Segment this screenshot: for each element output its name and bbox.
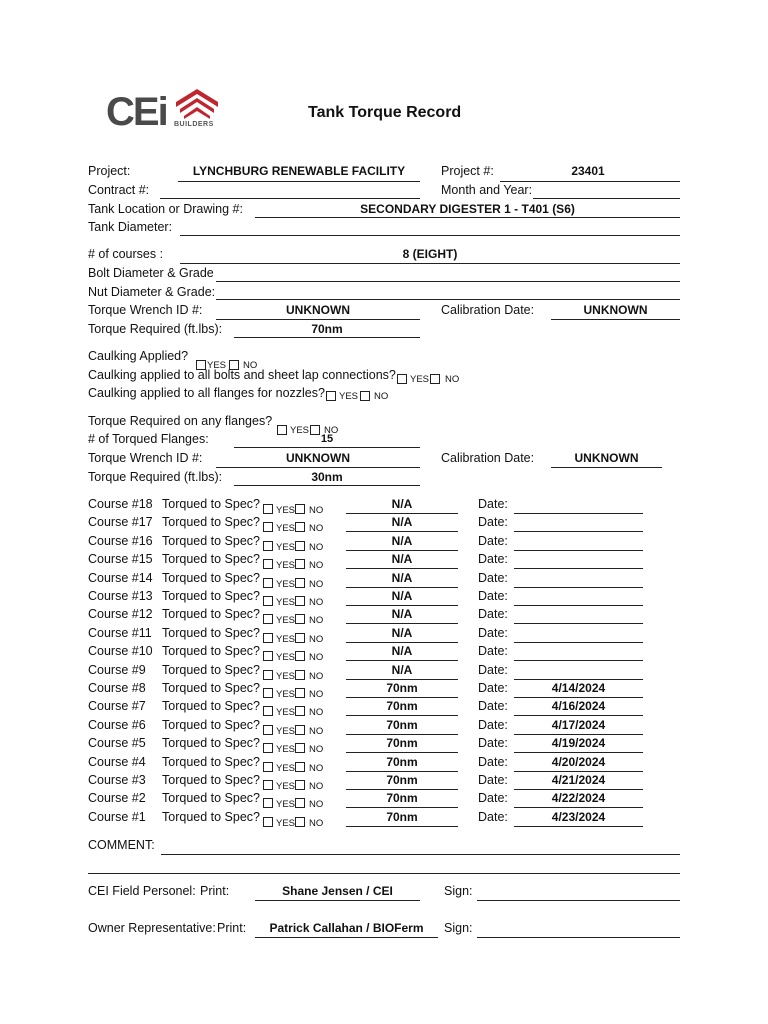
course-spec-question: Torqued to Spec? xyxy=(162,644,260,658)
calibration-line xyxy=(551,319,680,320)
tank-location-value: SECONDARY DIGESTER 1 - T401 (S6) xyxy=(360,202,575,216)
course-date-label: Date: xyxy=(478,791,508,805)
course-torque-line xyxy=(346,752,458,753)
course-no-label: NO xyxy=(309,671,324,682)
course-no-label: NO xyxy=(309,579,324,590)
course-label: Course #10 xyxy=(88,644,153,658)
course-yes-checkbox[interactable] xyxy=(263,780,273,790)
course-label: Course #16 xyxy=(88,534,153,548)
course-yes-label: YES xyxy=(276,781,296,792)
courses-line xyxy=(180,263,680,264)
flange-wrench-label: Torque Wrench ID #: xyxy=(88,451,203,465)
course-spec-question: Torqued to Spec? xyxy=(162,699,260,713)
cei-personnel-label: CEI Field Personel: xyxy=(88,884,196,898)
course-date-label: Date: xyxy=(478,589,508,603)
cei-print-line xyxy=(255,900,420,901)
cei-print-value: Shane Jensen / CEI xyxy=(282,884,393,898)
course-yes-label: YES xyxy=(276,689,296,700)
course-spec-question: Torqued to Spec? xyxy=(162,589,260,603)
course-yes-checkbox[interactable] xyxy=(263,522,273,532)
course-yes-checkbox[interactable] xyxy=(263,817,273,827)
project-number-value: 23401 xyxy=(571,164,605,178)
course-date-value: 4/19/2024 xyxy=(551,736,606,750)
course-torque-line xyxy=(346,660,458,661)
course-no-checkbox[interactable] xyxy=(295,670,305,680)
course-torque-line xyxy=(346,623,458,624)
course-no-label: NO xyxy=(309,726,324,737)
wrench-line xyxy=(216,319,420,320)
course-date-label: Date: xyxy=(478,663,508,677)
torque-required-label: Torque Required (ft.lbs): xyxy=(88,322,223,336)
course-yes-checkbox[interactable] xyxy=(263,706,273,716)
cei-sign-line[interactable] xyxy=(477,900,680,901)
course-torque-line xyxy=(346,789,458,790)
course-label: Course #4 xyxy=(88,755,146,769)
flange-torque-yes-label: YES xyxy=(290,425,310,436)
project-value: LYNCHBURG RENEWABLE FACILITY xyxy=(192,164,406,178)
course-date-value: 4/14/2024 xyxy=(551,681,606,695)
bolt-line xyxy=(216,281,680,282)
page-title: Tank Torque Record xyxy=(308,104,462,121)
course-date-line xyxy=(514,771,643,772)
project-number-label: Project #: xyxy=(441,164,494,178)
caulking-bolts-yes-label: YES xyxy=(410,374,430,385)
course-date-line xyxy=(514,587,643,588)
course-torque-value: 70nm xyxy=(386,773,418,787)
course-date-value: 4/16/2024 xyxy=(551,699,606,713)
course-yes-checkbox[interactable] xyxy=(263,559,273,569)
caulking-bolts-no-label: NO xyxy=(445,374,460,385)
course-date-line xyxy=(514,715,643,716)
course-yes-checkbox[interactable] xyxy=(263,762,273,772)
caulking-nozzles-no-checkbox[interactable] xyxy=(360,391,370,401)
flange-torque-no-label: NO xyxy=(324,425,339,436)
contract-line xyxy=(160,198,420,199)
course-no-checkbox[interactable] xyxy=(295,651,305,661)
flange-torque-required-label: Torque Required (ft.lbs): xyxy=(88,470,223,484)
course-yes-label: YES xyxy=(276,744,296,755)
course-torque-line xyxy=(346,568,458,569)
course-no-checkbox[interactable] xyxy=(295,541,305,551)
caulking-applied-question: Caulking Applied? xyxy=(88,349,189,363)
course-torque-line xyxy=(346,550,458,551)
course-torque-line xyxy=(346,715,458,716)
course-date-line xyxy=(514,660,643,661)
course-date-value: 4/17/2024 xyxy=(551,718,606,732)
course-label: Course #2 xyxy=(88,791,146,805)
course-yes-label: YES xyxy=(276,523,296,534)
course-date-label: Date: xyxy=(478,534,508,548)
flange-calibration-value: UNKNOWN xyxy=(574,451,639,465)
course-torque-line xyxy=(346,679,458,680)
course-spec-question: Torqued to Spec? xyxy=(162,663,260,677)
course-torque-value: 70nm xyxy=(386,755,418,769)
owner-sign-label: Sign: xyxy=(444,921,473,935)
course-yes-checkbox[interactable] xyxy=(263,541,273,551)
caulking-nozzles-yes-label: YES xyxy=(339,391,359,402)
course-spec-question: Torqued to Spec? xyxy=(162,736,260,750)
comment-line-2[interactable] xyxy=(88,873,680,874)
course-label: Course #18 xyxy=(88,497,153,511)
calibration-value: UNKNOWN xyxy=(583,303,648,317)
course-spec-question: Torqued to Spec? xyxy=(162,534,260,548)
wrench-value: UNKNOWN xyxy=(286,303,350,317)
project-line xyxy=(178,181,420,182)
course-yes-label: YES xyxy=(276,505,296,516)
month-year-line xyxy=(533,198,680,199)
course-yes-checkbox[interactable] xyxy=(263,504,273,514)
course-label: Course #3 xyxy=(88,773,146,787)
wrench-label: Torque Wrench ID #: xyxy=(88,303,203,317)
course-no-checkbox[interactable] xyxy=(295,743,305,753)
flange-wrench-line xyxy=(216,467,420,468)
courses-value: 8 (EIGHT) xyxy=(402,247,458,261)
course-date-label: Date: xyxy=(478,571,508,585)
bolt-label: Bolt Diameter & Grade xyxy=(88,266,214,280)
course-no-label: NO xyxy=(309,781,324,792)
course-yes-checkbox[interactable] xyxy=(263,725,273,735)
course-yes-label: YES xyxy=(276,707,296,718)
course-spec-question: Torqued to Spec? xyxy=(162,773,260,787)
contract-label: Contract #: xyxy=(88,183,150,197)
course-no-checkbox[interactable] xyxy=(295,504,305,514)
logo-subtext: BUILDERS xyxy=(174,121,214,128)
course-torque-value: N/A xyxy=(391,552,413,566)
course-date-label: Date: xyxy=(478,497,508,511)
course-no-checkbox[interactable] xyxy=(295,522,305,532)
course-date-label: Date: xyxy=(478,644,508,658)
course-no-checkbox[interactable] xyxy=(295,578,305,588)
caulking-applied-no-label: NO xyxy=(243,360,258,371)
tank-diameter-line xyxy=(180,235,680,236)
month-year-label: Month and Year: xyxy=(441,183,533,197)
course-date-line xyxy=(514,568,643,569)
course-torque-line xyxy=(346,697,458,698)
course-yes-label: YES xyxy=(276,671,296,682)
flange-wrench-value: UNKNOWN xyxy=(286,451,350,465)
course-yes-checkbox[interactable] xyxy=(263,670,273,680)
course-spec-question: Torqued to Spec? xyxy=(162,607,260,621)
course-date-value: 4/20/2024 xyxy=(551,755,606,769)
course-spec-question: Torqued to Spec? xyxy=(162,755,260,769)
flange-torque-required-line xyxy=(234,485,420,486)
course-torque-value: N/A xyxy=(391,571,413,585)
course-no-label: NO xyxy=(309,689,324,700)
course-date-label: Date: xyxy=(478,699,508,713)
course-yes-checkbox[interactable] xyxy=(263,651,273,661)
logo-text: CEi xyxy=(106,90,167,134)
course-label: Course #6 xyxy=(88,718,146,732)
course-torque-value: 70nm xyxy=(386,681,418,695)
owner-sign-line[interactable] xyxy=(477,937,680,938)
flange-torque-required-value: 30nm xyxy=(311,470,343,484)
course-yes-label: YES xyxy=(276,799,296,810)
course-no-checkbox[interactable] xyxy=(295,817,305,827)
course-date-line xyxy=(514,734,643,735)
flange-calibration-label: Calibration Date: xyxy=(441,451,535,465)
course-yes-label: YES xyxy=(276,579,296,590)
course-yes-label: YES xyxy=(276,634,296,645)
calibration-label: Calibration Date: xyxy=(441,303,535,317)
course-torque-value: N/A xyxy=(391,589,413,603)
course-no-checkbox[interactable] xyxy=(295,614,305,624)
course-date-label: Date: xyxy=(478,515,508,529)
course-date-line xyxy=(514,752,643,753)
course-yes-checkbox[interactable] xyxy=(263,688,273,698)
cei-print-label: Print: xyxy=(200,884,230,898)
course-yes-label: YES xyxy=(276,818,296,829)
torque-required-value: 70nm xyxy=(311,322,343,336)
course-yes-checkbox[interactable] xyxy=(263,578,273,588)
course-torque-value: 70nm xyxy=(386,810,418,824)
course-spec-question: Torqued to Spec? xyxy=(162,681,260,695)
course-no-checkbox[interactable] xyxy=(295,688,305,698)
course-no-checkbox[interactable] xyxy=(295,780,305,790)
project-label: Project: xyxy=(88,164,131,178)
course-label: Course #15 xyxy=(88,552,153,566)
course-date-label: Date: xyxy=(478,626,508,640)
course-torque-line xyxy=(346,771,458,772)
caulking-nozzles-yes-checkbox[interactable] xyxy=(326,391,336,401)
course-label: Course #8 xyxy=(88,681,146,695)
course-yes-checkbox[interactable] xyxy=(263,743,273,753)
course-torque-value: N/A xyxy=(391,663,413,677)
course-label: Course #17 xyxy=(88,515,153,529)
course-date-label: Date: xyxy=(478,736,508,750)
comment-line[interactable] xyxy=(161,854,680,855)
caulking-bolts-no-checkbox[interactable] xyxy=(430,374,440,384)
course-date-label: Date: xyxy=(478,681,508,695)
course-date-label: Date: xyxy=(478,755,508,769)
course-date-line xyxy=(514,550,643,551)
course-torque-value: 70nm xyxy=(386,718,418,732)
course-date-line xyxy=(514,789,643,790)
tank-location-label: Tank Location or Drawing #: xyxy=(88,202,243,216)
course-no-label: NO xyxy=(309,744,324,755)
course-no-label: NO xyxy=(309,707,324,718)
owner-print-line xyxy=(255,937,438,938)
course-torque-line xyxy=(346,587,458,588)
flange-count-value: 15 xyxy=(320,433,334,445)
course-no-label: NO xyxy=(309,818,324,829)
course-torque-line xyxy=(346,807,458,808)
course-yes-checkbox[interactable] xyxy=(263,596,273,606)
course-no-label: NO xyxy=(309,542,324,553)
course-yes-checkbox[interactable] xyxy=(263,633,273,643)
course-no-checkbox[interactable] xyxy=(295,633,305,643)
course-yes-label: YES xyxy=(276,542,296,553)
caulking-nozzles-question: Caulking applied to all flanges for nozzles? xyxy=(88,386,325,400)
course-date-line xyxy=(514,605,643,606)
project-number-line xyxy=(500,181,680,182)
course-date-value: 4/22/2024 xyxy=(551,791,606,805)
course-date-line xyxy=(514,642,643,643)
course-no-checkbox[interactable] xyxy=(295,798,305,808)
course-yes-label: YES xyxy=(276,652,296,663)
owner-print-label: Print: xyxy=(217,921,247,935)
owner-rep-label: Owner Representative: xyxy=(88,921,216,935)
course-label: Course #12 xyxy=(88,607,153,621)
course-no-label: NO xyxy=(309,560,324,571)
course-date-value: 4/23/2024 xyxy=(551,810,606,824)
course-date-line xyxy=(514,679,643,680)
course-no-label: NO xyxy=(309,763,324,774)
flange-torque-question: Torque Required on any flanges? xyxy=(88,414,273,428)
nut-label: Nut Diameter & Grade: xyxy=(88,285,216,299)
course-yes-label: YES xyxy=(276,615,296,626)
course-spec-question: Torqued to Spec? xyxy=(162,626,260,640)
course-torque-value: N/A xyxy=(391,644,413,658)
course-no-label: NO xyxy=(309,615,324,626)
course-torque-value: N/A xyxy=(391,534,413,548)
course-spec-question: Torqued to Spec? xyxy=(162,552,260,566)
course-label: Course #13 xyxy=(88,589,153,603)
course-no-checkbox[interactable] xyxy=(295,762,305,772)
course-torque-line xyxy=(346,734,458,735)
course-label: Course #11 xyxy=(88,626,152,640)
course-date-label: Date: xyxy=(478,607,508,621)
course-date-line xyxy=(514,826,643,827)
course-torque-value: N/A xyxy=(391,607,413,621)
logo-roof-icon xyxy=(176,88,218,120)
course-yes-label: YES xyxy=(276,763,296,774)
course-spec-question: Torqued to Spec? xyxy=(162,718,260,732)
course-spec-question: Torqued to Spec? xyxy=(162,791,260,805)
course-no-label: NO xyxy=(309,634,324,645)
course-torque-value: N/A xyxy=(391,626,413,640)
caulking-bolts-question: Caulking applied to all bolts and sheet lap connections? xyxy=(88,368,396,382)
course-date-line xyxy=(514,697,643,698)
course-yes-label: YES xyxy=(276,597,296,608)
course-torque-line xyxy=(346,605,458,606)
courses-label: # of courses : xyxy=(88,247,164,261)
course-no-label: NO xyxy=(309,523,324,534)
course-spec-question: Torqued to Spec? xyxy=(162,571,260,585)
tank-location-line xyxy=(255,217,680,218)
course-label: Course #7 xyxy=(88,699,146,713)
course-date-label: Date: xyxy=(478,810,508,824)
course-spec-question: Torqued to Spec? xyxy=(162,515,260,529)
course-no-label: NO xyxy=(309,597,324,608)
course-torque-value: N/A xyxy=(391,497,413,511)
course-torque-value: N/A xyxy=(391,515,413,529)
course-label: Course #14 xyxy=(88,571,153,585)
course-yes-checkbox[interactable] xyxy=(263,798,273,808)
course-spec-question: Torqued to Spec? xyxy=(162,810,260,824)
course-no-checkbox[interactable] xyxy=(295,725,305,735)
flange-count-line xyxy=(234,447,420,448)
course-date-label: Date: xyxy=(478,552,508,566)
course-no-label: NO xyxy=(309,505,324,516)
course-yes-checkbox[interactable] xyxy=(263,614,273,624)
course-no-checkbox[interactable] xyxy=(295,559,305,569)
tank-diameter-label: Tank Diameter: xyxy=(88,220,173,234)
course-yes-label: YES xyxy=(276,726,296,737)
course-spec-question: Torqued to Spec? xyxy=(162,497,260,511)
course-date-label: Date: xyxy=(478,773,508,787)
course-label: Course #5 xyxy=(88,736,146,750)
course-date-line xyxy=(514,807,643,808)
course-label: Course #9 xyxy=(88,663,146,677)
course-no-checkbox[interactable] xyxy=(295,596,305,606)
torque-required-line xyxy=(234,337,420,338)
course-no-label: NO xyxy=(309,652,324,663)
course-date-line xyxy=(514,513,643,514)
caulking-bolts-yes-checkbox[interactable] xyxy=(397,374,407,384)
caulking-nozzles-no-label: NO xyxy=(374,391,389,402)
course-no-checkbox[interactable] xyxy=(295,706,305,716)
course-torque-value: 70nm xyxy=(386,699,418,713)
course-torque-value: 70nm xyxy=(386,736,418,750)
course-torque-value: 70nm xyxy=(386,791,418,805)
course-torque-line xyxy=(346,513,458,514)
course-label: Course #1 xyxy=(88,810,146,824)
flange-count-label: # of Torqued Flanges: xyxy=(88,432,209,446)
comment-label: COMMENT: xyxy=(88,838,155,852)
caulking-applied-yes-label: YES xyxy=(207,360,227,371)
nut-line xyxy=(216,299,680,300)
course-torque-line xyxy=(346,531,458,532)
course-torque-line xyxy=(346,826,458,827)
flange-calibration-line xyxy=(551,467,662,468)
owner-print-value: Patrick Callahan / BIOFerm xyxy=(269,921,424,935)
course-date-line xyxy=(514,531,643,532)
course-date-value: 4/21/2024 xyxy=(551,773,606,787)
course-date-label: Date: xyxy=(478,718,508,732)
course-torque-line xyxy=(346,642,458,643)
course-yes-label: YES xyxy=(276,560,296,571)
course-no-label: NO xyxy=(309,799,324,810)
course-date-line xyxy=(514,623,643,624)
cei-sign-label: Sign: xyxy=(444,884,473,898)
